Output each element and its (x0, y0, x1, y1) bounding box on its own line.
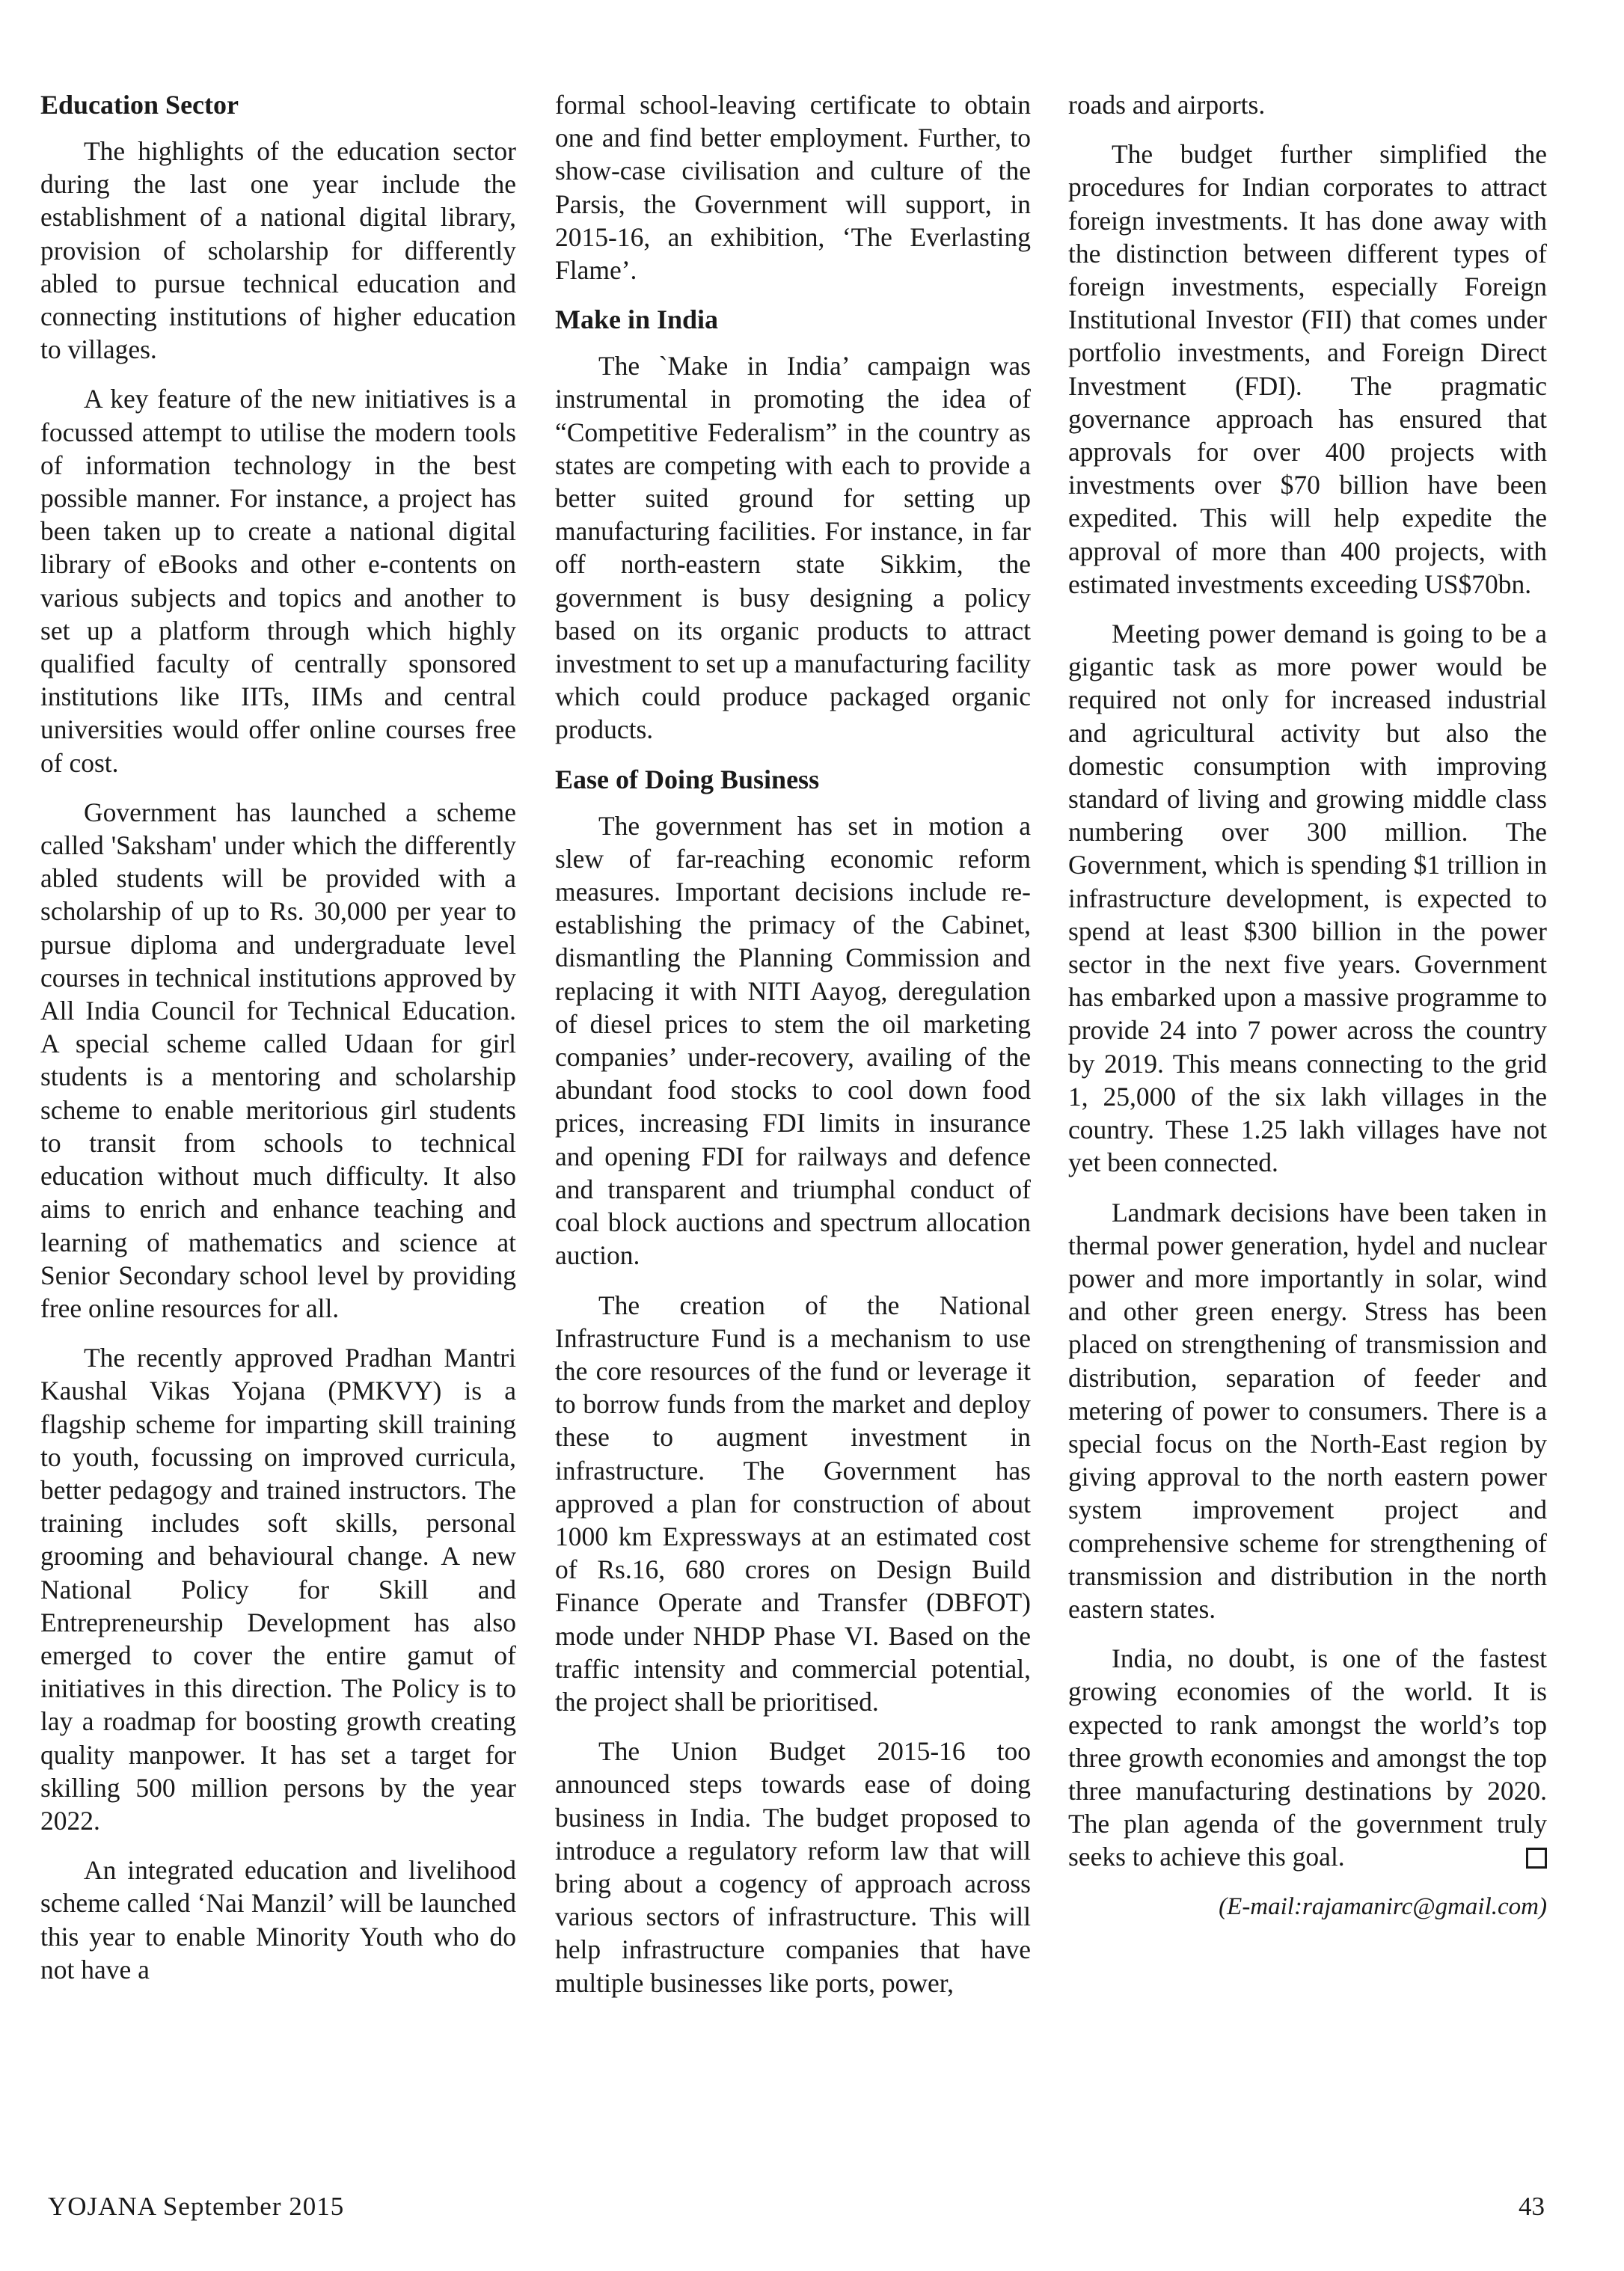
paragraph: Government has launched a scheme called 'Saksham' under which the differently abled students will be provided with a scholarship of up to Rs. 30,000 per year to pursue diploma and undergraduate level courses in technical institutions approved by All India Council for Technical Education. A special scheme called Udaan for girl students is a mentoring and scholarship scheme to enable meritorious girl students to transit from schools to technical education without much difficulty. It also aims to enrich and enhance teaching and learning of mathematics and science at Senior Secondary school level by providing free online resources for all. (40, 797, 516, 1323)
paragraph-text: India, no doubt, is one of the fastest growing economies of the world. It is expected to rank amongst the world’s top three growth economies and amongst the top three manufacturing destinations by 2020. The plan agenda of the government truly seeks to achieve this goal. (1068, 1643, 1547, 1872)
page-number: 43 (1519, 2192, 1545, 2221)
paragraph: formal school-leaving certificate to obtain one and find better employment. Further, to show-case civilisation and culture of the Parsis, the Government will support, in 2015-16, an exhibition, ‘The Everlasting Flame’. (555, 90, 1031, 286)
footer-publication: YOJANA September 2015 (48, 2192, 345, 2221)
paragraph: Landmark decisions have been taken in thermal power generation, hydel and nuclear power and more importantly in solar, wind and other green energy. Stress has been placed on strengthening of transmission and distribution, separation of feeder and metering of power to consumers. There is a special focus on the North-East region by giving approval to the north eastern power system improvement project and comprehensive scheme for strengthening of transmission and distribution in the north eastern states. (1068, 1197, 1547, 1624)
paragraph: The recently approved Pradhan Mantri Kaushal Vikas Yojana (PMKVY) is a flagship scheme for imparting skill training to youth, focussing on improved curricula, better pedagogy and trained instructors. The training includes soft skills, personal grooming and behavioural change. A new National Policy for Skill and Entrepreneurship Development has also emerged to cover the entire gamut of initiatives in this direction. The Policy is to lay a roadmap for boosting growth creating quality manpower. It has set a target for skilling 500 million persons by the year 2022. (40, 1343, 516, 1836)
section-heading: Ease of Doing Business (555, 764, 820, 794)
paragraph: Meeting power demand is going to be a gigantic task as more power would be required not only for increased industrial and agricultural activity but also the domestic consumption with improving standard of living and growing middle class numbering over 300 million. The Government, which is spending $1 trillion in infrastructure development, is expected to spend at least $300 billion in the power sector in the next five years. Government has embarked upon a massive programme to provide 24 into 7 power across the country by 2019. This means connecting to the grid 1, 25,000 of the six lakh villages in the country. These 1.25 lakh villages have not yet been connected. (1068, 619, 1547, 1178)
paragraph: The Union Budget 2015-16 too announced steps towards ease of doing business in India. The budget proposed to introduce a regulatory reform law that will bring about a cogency of approach across various sectors of infrastructure. This will help infrastructure companies that have multiple businesses like ports, power, (555, 1736, 1031, 1998)
paragraph: A key feature of the new initiatives is a focussed attempt to utilise the modern tools of information technology in the best possible manner. For instance, a project has been taken up to create a national digital library of eBooks and other e-contents on various subjects and topics and another to set up a platform through which highly qualified faculty of centrally sponsored institutions like IITs, IIMs and central universities would offer online courses free of cost. (40, 384, 516, 778)
paragraph: The budget further simplified the procedures for Indian corporates to attract foreign investments. It has done away with the distinction between different types of foreign investments, especially Foreign Institutional Investor (FII) that comes under portfolio investments, and Foreign Direct Investment (FDI). The pragmatic governance approach has ensured that approvals for over 400 projects with investments over $70 billion have been expedited. This will help expedite the approval of more than 400 projects, with estimated investments exceeding US$70bn. (1068, 139, 1547, 599)
section-heading: Make in India (555, 304, 719, 335)
paragraph: The highlights of the education sector during the last one year include the establishment of a national digital library, provision of scholarship for differently abled to pursue technical education and connecting institutions of higher education to villages. (40, 136, 516, 365)
author-email: (E-mail:rajamanirc@gmail.com) (1219, 1892, 1547, 1920)
paragraph (1068, 1642, 1547, 1873)
paragraph: The `Make in India’ campaign was instrumental in promoting the idea of “Competitive Federalism” in the country as states are competing with each to provide a better suited ground for setting up manufacturing facilities. For instance, in far off north-eastern state Sikkim, the government is busy designing a policy based on its organic products to attract investment to set up a manufacturing facility which could produce packaged organic products. (555, 351, 1031, 745)
paragraph: The government has set in motion a slew of far-reaching economic reform measures. Important decisions include re-establishing the primacy of the Cabinet, dismantling the Planning Commission and replacing it with NITI Aayog, deregulation of diesel prices to stem the oil marketing companies’ under-recovery, availing of the abundant food stocks to cool down food prices, increasing FDI limits in insurance and opening FDI for railways and defence and transparent and triumphal conduct of coal block auctions and spectrum allocation auction. (555, 810, 1031, 1271)
column-2 (555, 88, 1031, 2016)
section-heading: Education Sector (40, 90, 239, 120)
column-3 (1068, 88, 1547, 1923)
paragraph: roads and airports. (1068, 90, 1266, 120)
paragraph: An integrated education and livelihood scheme called ‘Nai Manzil’ will be launched this year to enable Minority Youth who do not have a (40, 1855, 516, 1985)
paragraph: The creation of the National Infrastructure Fund is a mechanism to use the core resources of the fund or leverage it to borrow funds from the market and deploy these to augment investment in infrastructure. The Government has approved a plan for construction of about 1000 km Expressways at an estimated cost of Rs.16, 680 crores on Design Build Finance Operate and Transfer (DBFOT) mode under NHDP Phase VI. Based on the traffic intensity and commercial potential, the project shall be prioritised. (555, 1290, 1031, 1717)
column-1 (40, 88, 516, 2002)
end-of-article-square-icon (1526, 1848, 1547, 1869)
